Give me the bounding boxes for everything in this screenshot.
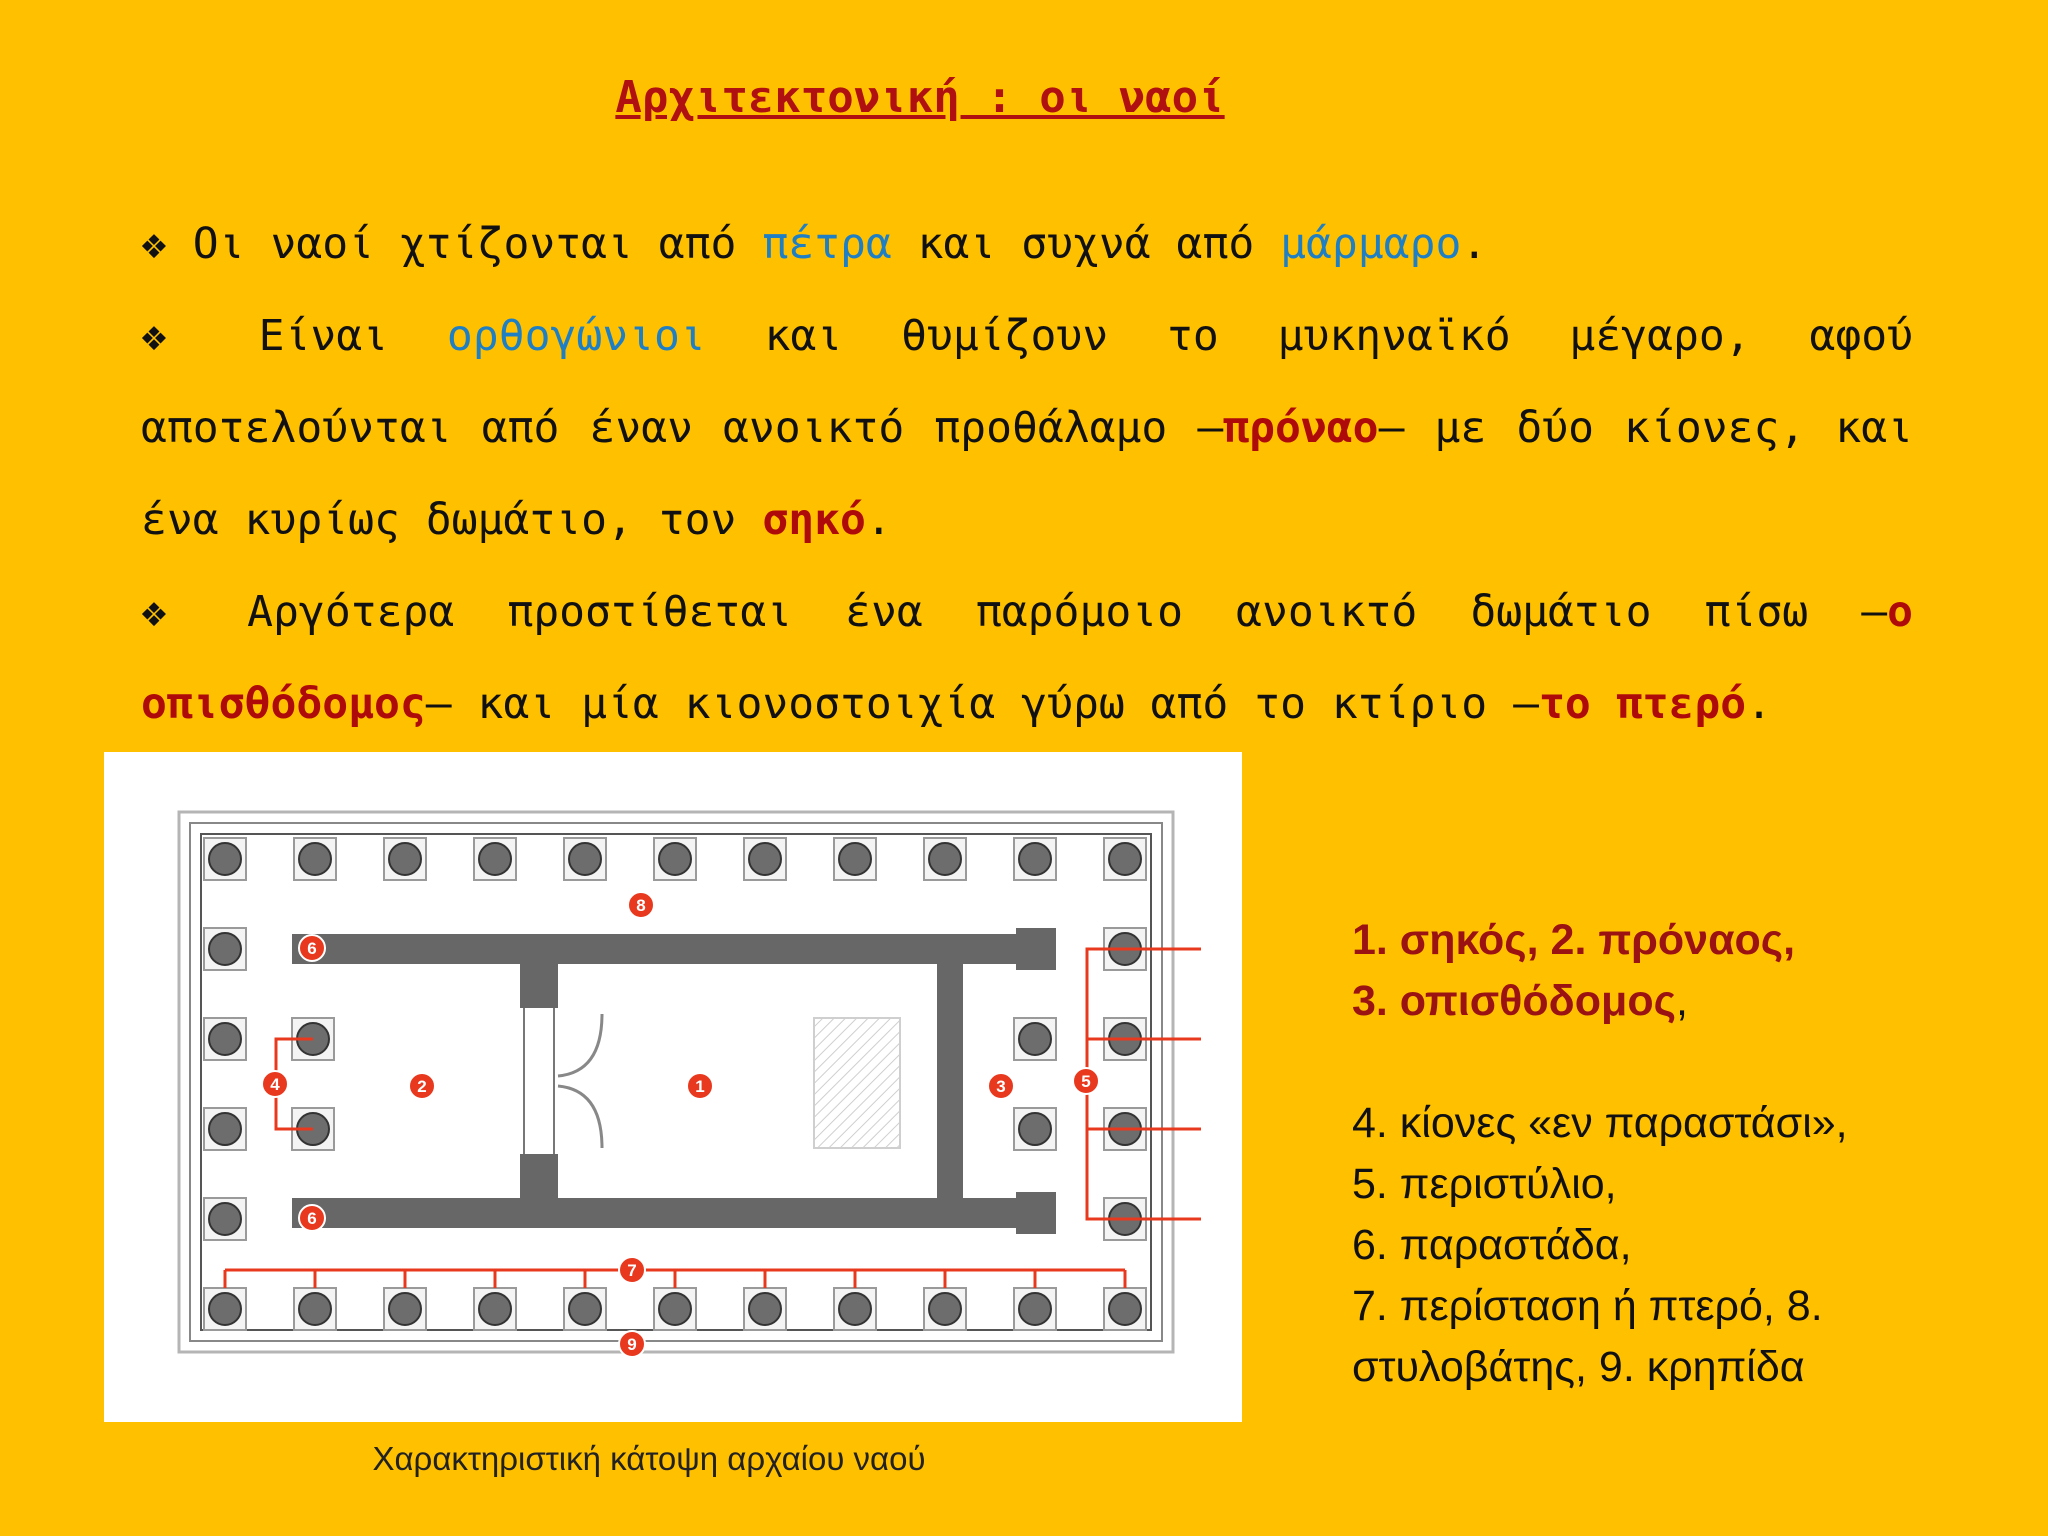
legend-line-2 bbox=[1352, 971, 1992, 1032]
column-shaft bbox=[209, 1203, 241, 1235]
column-shaft bbox=[749, 1293, 781, 1325]
diagram-caption: Χαρακτηριστική κάτοψη αρχαίου ναού bbox=[372, 1440, 926, 1477]
bullet-3-highlight-opisthodomos: ο οπισθόδομος bbox=[141, 587, 1914, 729]
bullet-1 bbox=[141, 198, 1913, 290]
column-shaft bbox=[479, 843, 511, 875]
column bbox=[294, 1288, 336, 1330]
marker-label: 8 bbox=[636, 896, 646, 915]
door-swing-bottom bbox=[558, 1086, 602, 1148]
column-shaft bbox=[749, 843, 781, 875]
bullet-1-text-3: . bbox=[1461, 219, 1488, 269]
marker-label: 6 bbox=[307, 1209, 317, 1228]
column bbox=[1014, 1018, 1056, 1060]
wall-opisthodomos bbox=[937, 934, 963, 1228]
bullet-2-highlight-pronaos: πρόναο bbox=[1223, 403, 1379, 453]
column bbox=[204, 838, 246, 880]
column bbox=[204, 1198, 246, 1240]
legend-line-8: στυλοβάτης, 9. κρηπίδα bbox=[1352, 1343, 1805, 1391]
column bbox=[924, 1288, 966, 1330]
column-shaft bbox=[209, 1113, 241, 1145]
marker-label: 4 bbox=[270, 1075, 280, 1094]
bullet-3-text-3: . bbox=[1746, 679, 1772, 729]
bullet-1-text-1: Οι ναοί χτίζονται από bbox=[192, 219, 763, 269]
legend-line-7: 7. περίσταση ή πτερό, 8. bbox=[1352, 1282, 1823, 1330]
bullet-list bbox=[141, 198, 1913, 750]
column-shaft bbox=[659, 1293, 691, 1325]
bullet-3-text-1: Αργότερα προστίθεται ένα παρόμοιο ανοικτό δωμάτιο πίσω – bbox=[247, 587, 1888, 637]
legend-line-2-tail: , bbox=[1675, 977, 1688, 1025]
marker-label: 7 bbox=[627, 1261, 637, 1280]
column bbox=[1104, 838, 1146, 880]
marker-label: 3 bbox=[996, 1077, 1006, 1096]
legend-line-5: 5. περιστύλιο, bbox=[1352, 1160, 1617, 1208]
column bbox=[1014, 1108, 1056, 1150]
bullet-3-text-2: – και μία κιονοστοιχία γύρω από το κτίριο – bbox=[425, 679, 1539, 729]
column-shaft bbox=[389, 1293, 421, 1325]
anta-right-bottom bbox=[1016, 1192, 1056, 1234]
anta-right-top bbox=[1016, 928, 1056, 970]
column bbox=[744, 838, 786, 880]
bullet-1-highlight-marble: μάρμαρο bbox=[1280, 219, 1462, 269]
column bbox=[204, 1018, 246, 1060]
column bbox=[564, 838, 606, 880]
bullet-2-highlight-rectangular: ορθογώνιοι bbox=[446, 311, 706, 361]
column bbox=[1014, 838, 1056, 880]
door-opening bbox=[520, 1008, 558, 1154]
legend-line-4: 4. κίονες «εν παραστάσι», bbox=[1352, 1099, 1848, 1147]
marker-1 bbox=[687, 1073, 713, 1099]
marker-3 bbox=[988, 1073, 1014, 1099]
column-shaft bbox=[929, 1293, 961, 1325]
column bbox=[924, 838, 966, 880]
column-shaft bbox=[479, 1293, 511, 1325]
column-shaft bbox=[839, 1293, 871, 1325]
column bbox=[744, 1288, 786, 1330]
column bbox=[474, 838, 516, 880]
marker-label: 1 bbox=[695, 1077, 705, 1096]
marker-label: 6 bbox=[307, 939, 317, 958]
column-shaft bbox=[1019, 1023, 1051, 1055]
column bbox=[564, 1288, 606, 1330]
column-shaft bbox=[569, 843, 601, 875]
column-shaft bbox=[569, 1293, 601, 1325]
column bbox=[1104, 1288, 1146, 1330]
column-shaft bbox=[299, 843, 331, 875]
stylobate-outer-outline bbox=[190, 823, 1162, 1341]
column bbox=[204, 928, 246, 970]
marker-2 bbox=[409, 1073, 435, 1099]
bullet-2-text-1: Είναι bbox=[258, 311, 447, 361]
marker-5 bbox=[1073, 1068, 1099, 1094]
marker-4 bbox=[262, 1071, 288, 1097]
marker-7 bbox=[619, 1257, 645, 1283]
marker-6 bbox=[299, 1205, 325, 1231]
leader-line bbox=[1087, 949, 1201, 1219]
door-swing-top bbox=[558, 1014, 602, 1076]
column-shaft bbox=[839, 843, 871, 875]
column-shaft bbox=[1109, 1293, 1141, 1325]
bullet-1-text-2: και συχνά από bbox=[891, 219, 1281, 269]
column bbox=[834, 1288, 876, 1330]
column-shaft bbox=[1019, 1293, 1051, 1325]
column bbox=[384, 838, 426, 880]
legend-gap bbox=[1352, 1032, 1992, 1093]
bullet-3-highlight-ptero: το πτερό bbox=[1538, 679, 1747, 729]
column-shaft bbox=[929, 843, 961, 875]
column bbox=[834, 838, 876, 880]
statue-base bbox=[814, 1018, 900, 1148]
column bbox=[1014, 1288, 1056, 1330]
column-shaft bbox=[1019, 1113, 1051, 1145]
column-shaft bbox=[299, 1293, 331, 1325]
legend-line-6: 6. παραστάδα, bbox=[1352, 1221, 1632, 1269]
bullet-1-highlight-stone: πέτρα bbox=[762, 219, 892, 269]
column bbox=[204, 1288, 246, 1330]
marker-8 bbox=[628, 892, 654, 918]
column bbox=[384, 1288, 426, 1330]
bullet-2-highlight-sekos: σηκό bbox=[762, 495, 866, 545]
floor-plan-svg bbox=[104, 752, 1242, 1422]
temple-floor-plan bbox=[104, 752, 1242, 1422]
marker-9 bbox=[619, 1331, 645, 1357]
column-shaft bbox=[659, 843, 691, 875]
marker-6 bbox=[299, 935, 325, 961]
page-title: Αρχιτεκτονική : οι ναοί bbox=[615, 72, 1225, 123]
bullet-symbol-icon: ❖ bbox=[141, 219, 167, 269]
column bbox=[654, 1288, 696, 1330]
column-shaft bbox=[209, 1023, 241, 1055]
bullet-2-text-3: – με δύο κίονες, και ένα κυρίως δωμάτιο, τον bbox=[141, 403, 1913, 545]
column-shaft bbox=[209, 1293, 241, 1325]
column bbox=[294, 838, 336, 880]
bullet-2-text-2: και θυμίζουν το μυκηναϊκό μέγαρο, αφού αποτελούνται από έναν ανοικτό προθάλαμο – bbox=[141, 311, 1914, 453]
bullet-3 bbox=[141, 566, 1913, 750]
column bbox=[204, 1108, 246, 1150]
marker-label: 2 bbox=[417, 1077, 427, 1096]
marker-label: 9 bbox=[627, 1335, 637, 1354]
cella-walls bbox=[292, 928, 1056, 1234]
bullet-2-text-4: . bbox=[865, 495, 892, 545]
legend bbox=[1352, 910, 1992, 1398]
column bbox=[654, 838, 696, 880]
column-shaft bbox=[1019, 843, 1051, 875]
legend-line-1: 1. σηκός, 2. πρόναος, bbox=[1352, 916, 1796, 964]
bullet-symbol-icon: ❖ bbox=[141, 587, 195, 637]
column-shaft bbox=[389, 843, 421, 875]
column bbox=[474, 1288, 516, 1330]
column-shaft bbox=[209, 933, 241, 965]
bullet-symbol-icon: ❖ bbox=[141, 311, 200, 361]
column-shaft bbox=[1109, 843, 1141, 875]
bullet-2 bbox=[141, 290, 1913, 566]
legend-line-2-red: 3. οπισθόδομος bbox=[1352, 977, 1676, 1025]
column-shaft bbox=[209, 843, 241, 875]
marker-label: 5 bbox=[1081, 1072, 1091, 1091]
